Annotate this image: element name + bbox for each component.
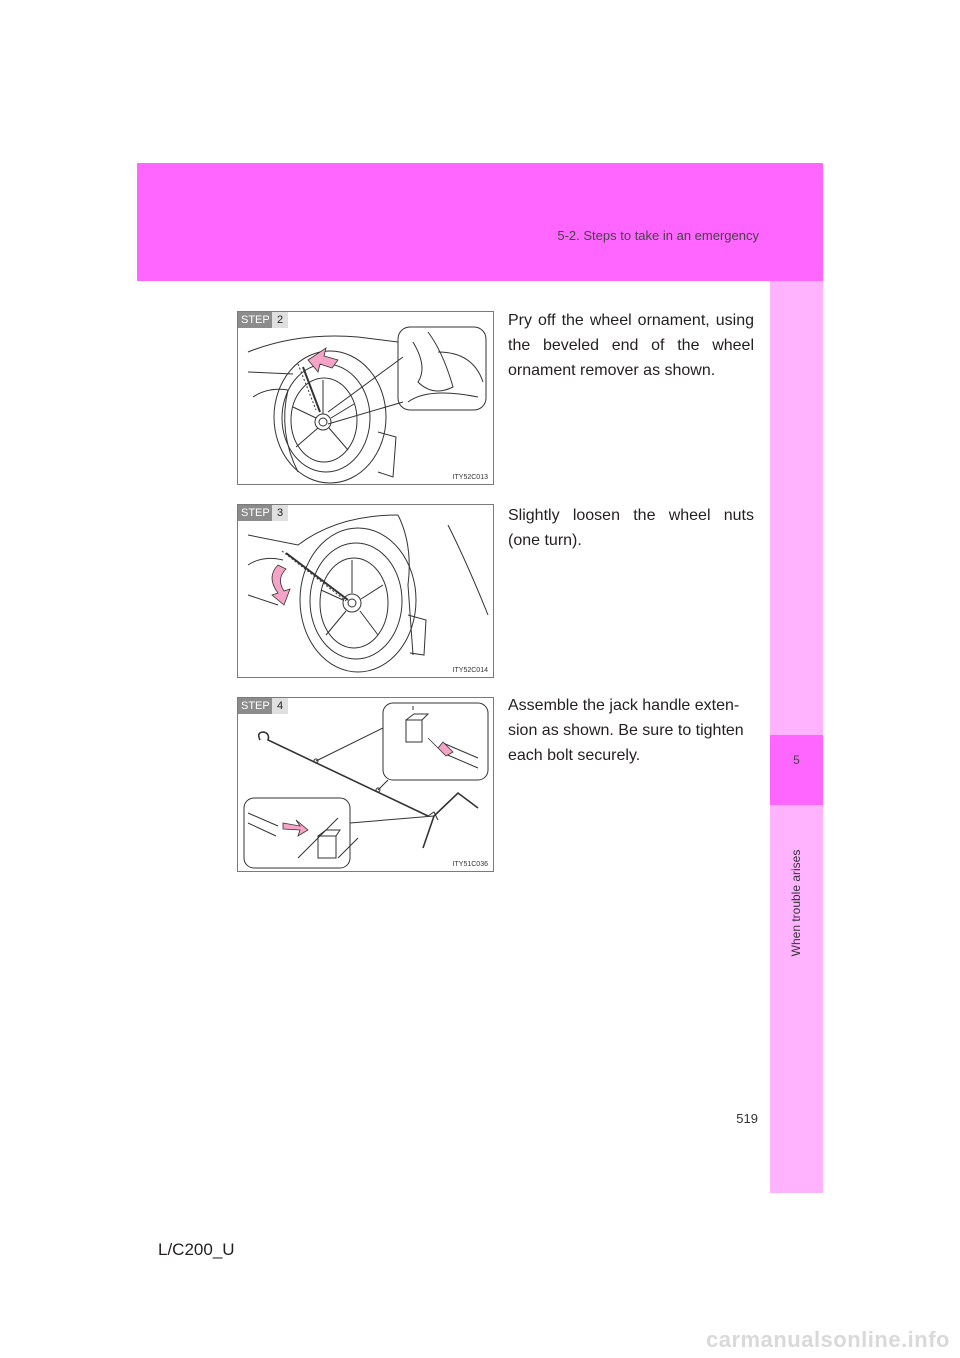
page-number: 519 [736,1111,758,1126]
jack-handle-illustration [238,698,494,872]
figure-code: ITY51C036 [452,861,488,868]
step-word: STEP [241,314,270,326]
figure-code: ITY52C013 [452,474,488,481]
figure-step-2 [237,311,494,485]
step-3-text: Slightly loosen the wheel nuts (one turn). [508,507,754,549]
step-word: STEP [241,700,270,712]
chapter-number: 5 [793,753,800,767]
chapter-side-tab[interactable] [770,281,823,1193]
watermark: carmanualsonline.info [706,1327,950,1352]
loosen-nuts-illustration [238,505,494,678]
wheel-ornament-illustration [238,312,494,485]
step-label [238,312,284,328]
step-label [238,698,284,714]
step-word: STEP [241,507,270,519]
figure-step-4 [237,697,494,872]
step-label [238,505,284,521]
figure-code: ITY52C014 [452,667,488,674]
chapter-label: When trouble arises [789,849,803,957]
step-number: 3 [272,505,288,521]
step-number: 4 [272,698,288,714]
figure-step-3 [237,504,494,678]
step-2-text: Pry off the wheel ornament, using the beveled end of the wheel ornament remover as shown. [508,312,754,379]
section-title: 5-2. Steps to take in an emergency [557,228,759,243]
chapter-number-box [770,735,823,805]
step-number: 2 [272,312,288,328]
model-code: L/C200_U [158,1240,235,1259]
step-4-text: Assemble the jack handle exten-sion as shown. Be sure to tighten each bolt securely. [508,697,744,764]
header-band [137,163,823,281]
